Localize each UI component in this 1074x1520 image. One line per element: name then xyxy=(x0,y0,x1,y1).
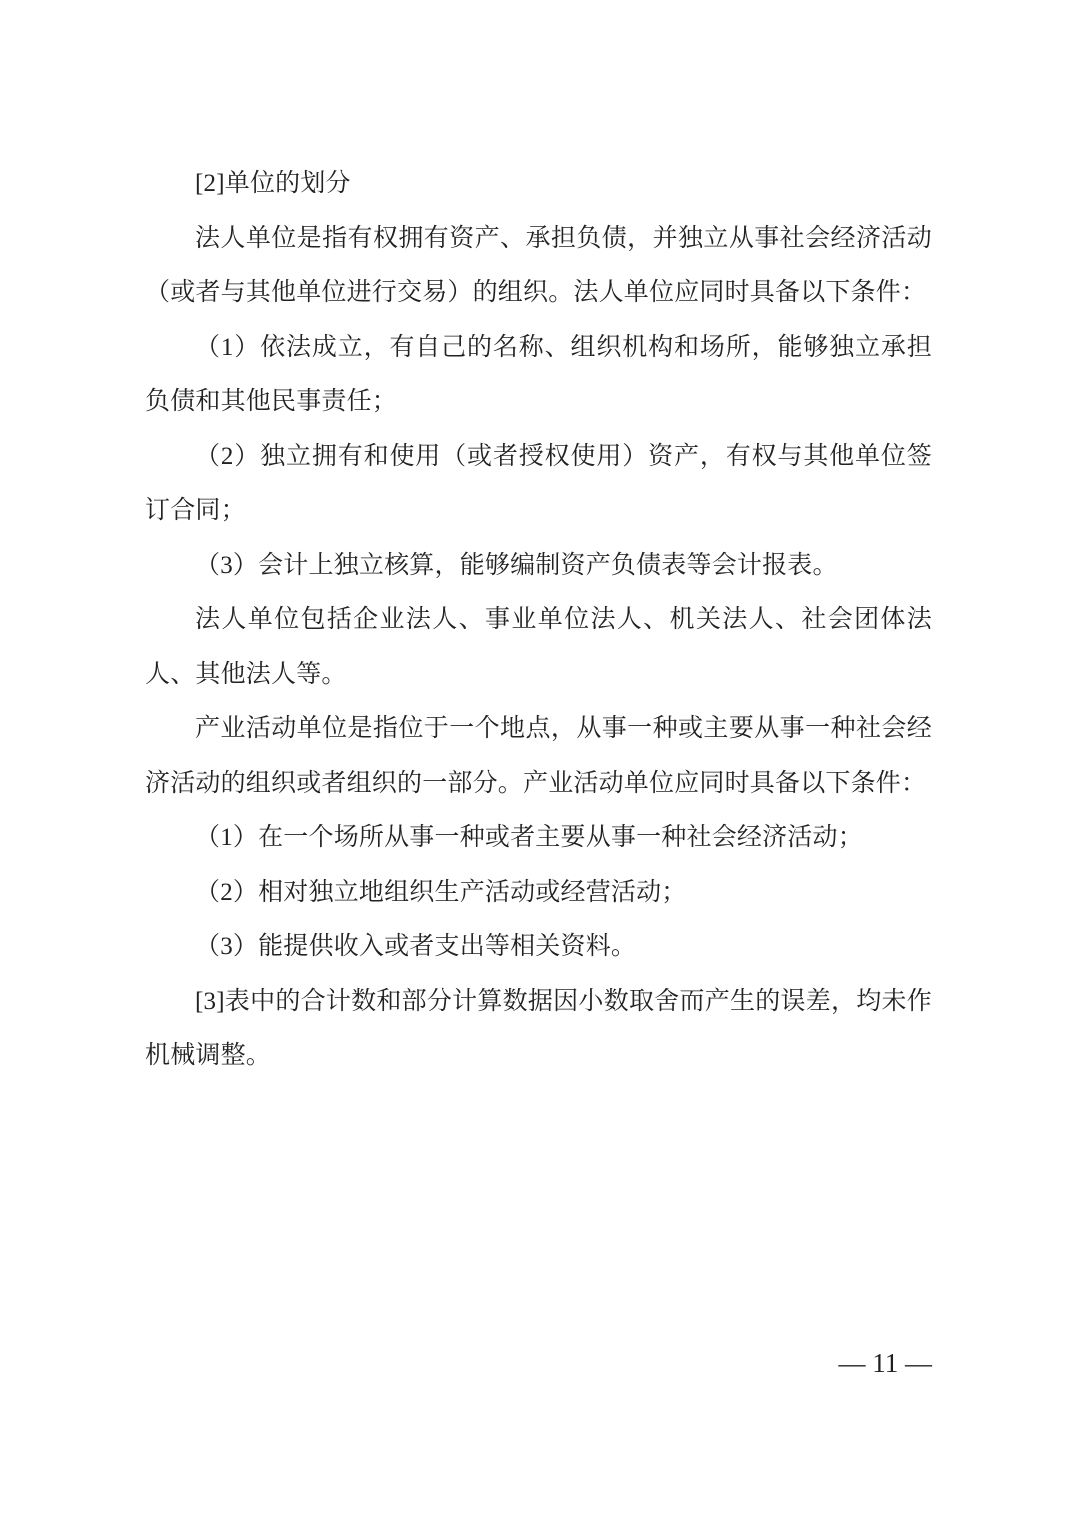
footnote-paragraph: 产业活动单位是指位于一个地点，从事一种或主要从事一种社会经济活动的组织或者组织的一部分。产业活动单位应同时具备以下条件： xyxy=(145,715,932,797)
page-number: — 11 — xyxy=(838,1348,932,1378)
footnote-paragraph: 法人单位包括企业法人、事业单位法人、机关法人、社会团体法人、其他法人等。 xyxy=(145,606,932,688)
footnote-list-item-3: （3）会计上独立核算，能够编制资产负债表等会计报表。 xyxy=(195,551,838,579)
footnote-list-item-1: （1）依法成立，有自己的名称、组织机构和场所，能够独立承担负债和其他民事责任； xyxy=(145,333,932,415)
footnote-list-item-2: （2）相对独立地组织生产活动或经营活动； xyxy=(195,878,687,906)
footnote-list-item-3: （3）能提供收入或者支出等相关资料。 xyxy=(195,933,637,960)
footnote-list-item-2: （2）独立拥有和使用（或者授权使用）资产，有权与其他单位签订合同； xyxy=(145,442,932,524)
footnote-list-item-1: （1）在一个场所从事一种或者主要从事一种社会经济活动； xyxy=(195,824,863,851)
document-body xyxy=(145,157,932,1084)
footnote-2-heading: [2]单位的划分 xyxy=(195,170,351,197)
footnote-3-paragraph: [3]表中的合计数和部分计算数据因小数取舍而产生的误差，均未作机械调整。 xyxy=(145,987,932,1069)
footnote-paragraph: 法人单位是指有权拥有资产、承担负债，并独立从事社会经济活动（或者与其他单位进行交易）的组织。法人单位应同时具备以下条件： xyxy=(145,224,932,306)
